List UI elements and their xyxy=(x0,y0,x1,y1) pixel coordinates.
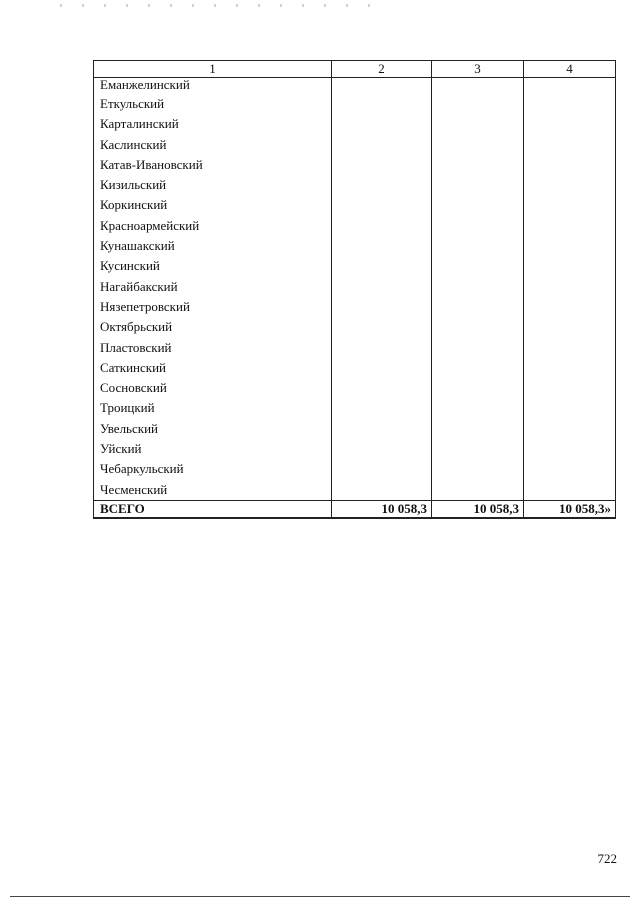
cell-col4 xyxy=(524,338,616,358)
district-name: Троицкий xyxy=(94,398,332,418)
district-name: Еткульский xyxy=(94,94,332,114)
cell-col4 xyxy=(524,175,616,195)
cell-col3 xyxy=(432,175,524,195)
cell-col4 xyxy=(524,78,616,95)
cell-col3 xyxy=(432,135,524,155)
data-table xyxy=(93,60,616,519)
table-row xyxy=(94,459,616,479)
cell-col3 xyxy=(432,297,524,317)
table-row xyxy=(94,297,616,317)
cell-col4 xyxy=(524,317,616,337)
table-row xyxy=(94,378,616,398)
table-row xyxy=(94,480,616,501)
cell-col3 xyxy=(432,317,524,337)
cell-col3 xyxy=(432,480,524,501)
district-name: Кунашакский xyxy=(94,236,332,256)
district-name: Нязепетровский xyxy=(94,297,332,317)
cell-col4 xyxy=(524,419,616,439)
cell-col4 xyxy=(524,297,616,317)
table-row xyxy=(94,135,616,155)
cell-col2 xyxy=(332,277,432,297)
cell-col4 xyxy=(524,378,616,398)
table-row xyxy=(94,277,616,297)
cell-col4 xyxy=(524,480,616,501)
cell-col2 xyxy=(332,317,432,337)
cell-col2 xyxy=(332,175,432,195)
cell-col3 xyxy=(432,256,524,276)
cell-col2 xyxy=(332,195,432,215)
cell-col4 xyxy=(524,277,616,297)
cell-col2 xyxy=(332,114,432,134)
column-header-2: 2 xyxy=(332,61,432,78)
district-name: Еманжелинский xyxy=(94,78,332,95)
district-name: Красноармейский xyxy=(94,216,332,236)
cell-col2 xyxy=(332,236,432,256)
district-name: Карталинский xyxy=(94,114,332,134)
table-row xyxy=(94,317,616,337)
cell-col3 xyxy=(432,378,524,398)
table-row xyxy=(94,419,616,439)
cell-col4 xyxy=(524,358,616,378)
table-body xyxy=(94,61,616,518)
cell-col3 xyxy=(432,277,524,297)
cell-col4 xyxy=(524,216,616,236)
table-row xyxy=(94,195,616,215)
cell-col4 xyxy=(524,195,616,215)
district-name: Увельский xyxy=(94,419,332,439)
cell-col2 xyxy=(332,94,432,114)
cell-col3 xyxy=(432,94,524,114)
cell-col2 xyxy=(332,216,432,236)
column-header-4: 4 xyxy=(524,61,616,78)
table-row xyxy=(94,256,616,276)
cell-col3 xyxy=(432,155,524,175)
district-name: Кусинский xyxy=(94,256,332,276)
cell-col4 xyxy=(524,256,616,276)
table-row xyxy=(94,114,616,134)
cell-col2 xyxy=(332,480,432,501)
district-name: Коркинский xyxy=(94,195,332,215)
cell-col2 xyxy=(332,256,432,276)
district-name: Чебаркульский xyxy=(94,459,332,479)
district-name: Каслинский xyxy=(94,135,332,155)
table-row xyxy=(94,175,616,195)
total-label: ВСЕГО xyxy=(94,500,332,518)
cell-col4 xyxy=(524,236,616,256)
total-col4: 10 058,3» xyxy=(524,500,616,518)
cell-col2 xyxy=(332,155,432,175)
cell-col3 xyxy=(432,338,524,358)
cell-col2 xyxy=(332,297,432,317)
total-row xyxy=(94,500,616,518)
scan-artifact xyxy=(60,4,380,7)
district-name: Пластовский xyxy=(94,338,332,358)
cell-col4 xyxy=(524,135,616,155)
total-col2: 10 058,3 xyxy=(332,500,432,518)
district-name: Уйский xyxy=(94,439,332,459)
table-row xyxy=(94,236,616,256)
cell-col3 xyxy=(432,358,524,378)
cell-col2 xyxy=(332,358,432,378)
cell-col2 xyxy=(332,338,432,358)
cell-col3 xyxy=(432,398,524,418)
table-row xyxy=(94,338,616,358)
district-name: Октябрьский xyxy=(94,317,332,337)
table-row xyxy=(94,216,616,236)
cell-col2 xyxy=(332,419,432,439)
cell-col3 xyxy=(432,236,524,256)
total-col3: 10 058,3 xyxy=(432,500,524,518)
cell-col4 xyxy=(524,155,616,175)
district-name: Саткинский xyxy=(94,358,332,378)
cell-col4 xyxy=(524,398,616,418)
cell-col3 xyxy=(432,114,524,134)
table-row xyxy=(94,78,616,95)
table-row xyxy=(94,439,616,459)
district-name: Чесменский xyxy=(94,480,332,501)
cell-col2 xyxy=(332,459,432,479)
district-name: Сосновский xyxy=(94,378,332,398)
cell-col3 xyxy=(432,78,524,95)
table-row xyxy=(94,398,616,418)
district-name: Нагайбакский xyxy=(94,277,332,297)
cell-col4 xyxy=(524,114,616,134)
cell-col2 xyxy=(332,135,432,155)
cell-col3 xyxy=(432,216,524,236)
page-number: 722 xyxy=(597,851,617,866)
table-row xyxy=(94,94,616,114)
table-row xyxy=(94,358,616,378)
cell-col2 xyxy=(332,78,432,95)
cell-col3 xyxy=(432,439,524,459)
cell-col3 xyxy=(432,459,524,479)
cell-col4 xyxy=(524,439,616,459)
district-name: Кизильский xyxy=(94,175,332,195)
column-header-3: 3 xyxy=(432,61,524,78)
table-row xyxy=(94,155,616,175)
cell-col4 xyxy=(524,459,616,479)
cell-col2 xyxy=(332,378,432,398)
cell-col3 xyxy=(432,195,524,215)
header-row xyxy=(94,61,616,78)
footer-divider xyxy=(10,896,630,897)
district-name: Катав-Ивановский xyxy=(94,155,332,175)
cell-col3 xyxy=(432,419,524,439)
cell-col2 xyxy=(332,398,432,418)
column-header-1: 1 xyxy=(94,61,332,78)
cell-col2 xyxy=(332,439,432,459)
cell-col4 xyxy=(524,94,616,114)
